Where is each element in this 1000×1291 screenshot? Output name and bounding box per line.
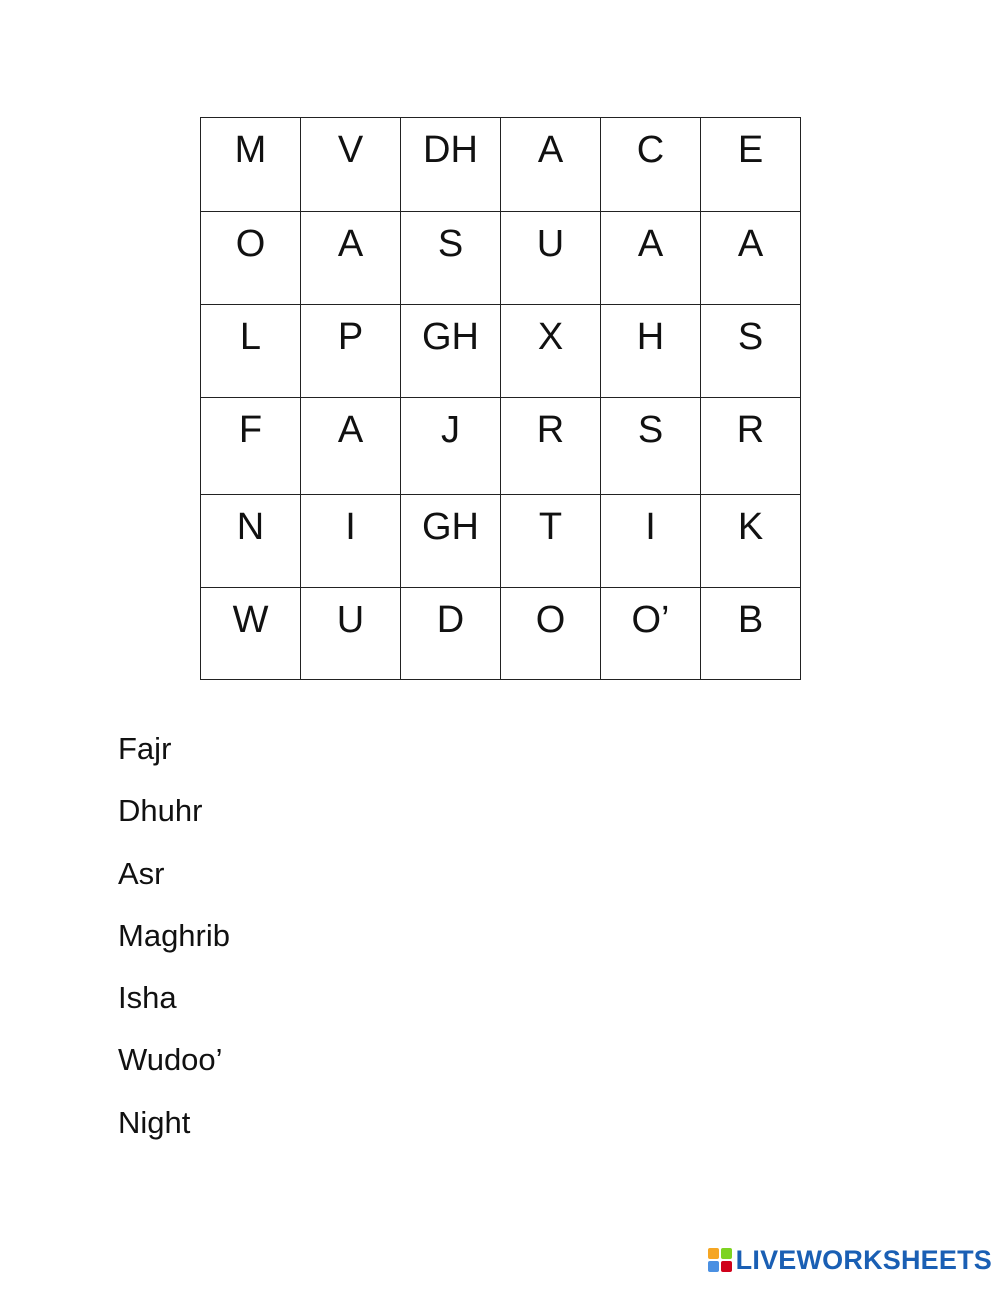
- grid-cell: U: [501, 212, 601, 305]
- grid-cell: X: [501, 305, 601, 398]
- grid-cell: K: [701, 495, 801, 588]
- grid-cell: I: [601, 495, 701, 588]
- grid-cell: F: [201, 398, 301, 495]
- word-search-grid: [200, 117, 801, 680]
- grid-cell: E: [701, 118, 801, 212]
- logo-square: [708, 1261, 719, 1272]
- grid-cell: U: [301, 588, 401, 680]
- grid-cell: DH: [401, 118, 501, 212]
- grid-cell: GH: [401, 495, 501, 588]
- word-list: [118, 718, 230, 1154]
- grid-cell: A: [601, 212, 701, 305]
- grid-cell: P: [301, 305, 401, 398]
- grid-cell: I: [301, 495, 401, 588]
- grid-cell: M: [201, 118, 301, 212]
- grid-cell: V: [301, 118, 401, 212]
- grid-cell: O: [501, 588, 601, 680]
- logo-square: [721, 1248, 732, 1259]
- grid-cell: A: [301, 212, 401, 305]
- grid-cell: A: [301, 398, 401, 495]
- grid-row: [201, 212, 801, 305]
- logo-square: [708, 1248, 719, 1259]
- word-list-item: Maghrib: [118, 917, 230, 953]
- grid-cell: H: [601, 305, 701, 398]
- grid-cell: B: [701, 588, 801, 680]
- brand-name: LIVEWORKSHEETS: [735, 1244, 992, 1275]
- grid-cell: L: [201, 305, 301, 398]
- grid-cell: A: [701, 212, 801, 305]
- grid-cell: T: [501, 495, 601, 588]
- grid-cell: S: [701, 305, 801, 398]
- liveworksheets-logo-icon: [708, 1248, 732, 1272]
- grid-cell: D: [401, 588, 501, 680]
- word-list-item: Isha: [118, 980, 177, 1016]
- liveworksheets-brand: [708, 1245, 992, 1275]
- grid-cell: C: [601, 118, 701, 212]
- grid-cell: N: [201, 495, 301, 588]
- grid-cell: J: [401, 398, 501, 495]
- grid-row: [201, 398, 801, 495]
- grid-row: [201, 118, 801, 212]
- word-list-item: Wudoo’: [118, 1042, 223, 1078]
- word-list-item: Fajr: [118, 731, 172, 766]
- word-list-item: Dhuhr: [118, 793, 203, 829]
- grid-cell: R: [501, 398, 601, 495]
- grid-row: [201, 495, 801, 588]
- word-list-item: Asr: [118, 855, 165, 891]
- grid-cell: O: [201, 212, 301, 305]
- grid-cell: A: [501, 118, 601, 212]
- word-list-item: Night: [118, 1104, 191, 1140]
- logo-square: [721, 1261, 732, 1272]
- grid-cell: R: [701, 398, 801, 495]
- grid-cell: O’: [601, 588, 701, 680]
- grid-row: [201, 588, 801, 680]
- grid-cell: GH: [401, 305, 501, 398]
- grid-cell: W: [201, 588, 301, 680]
- grid-row: [201, 305, 801, 398]
- grid-cell: S: [401, 212, 501, 305]
- grid-cell: S: [601, 398, 701, 495]
